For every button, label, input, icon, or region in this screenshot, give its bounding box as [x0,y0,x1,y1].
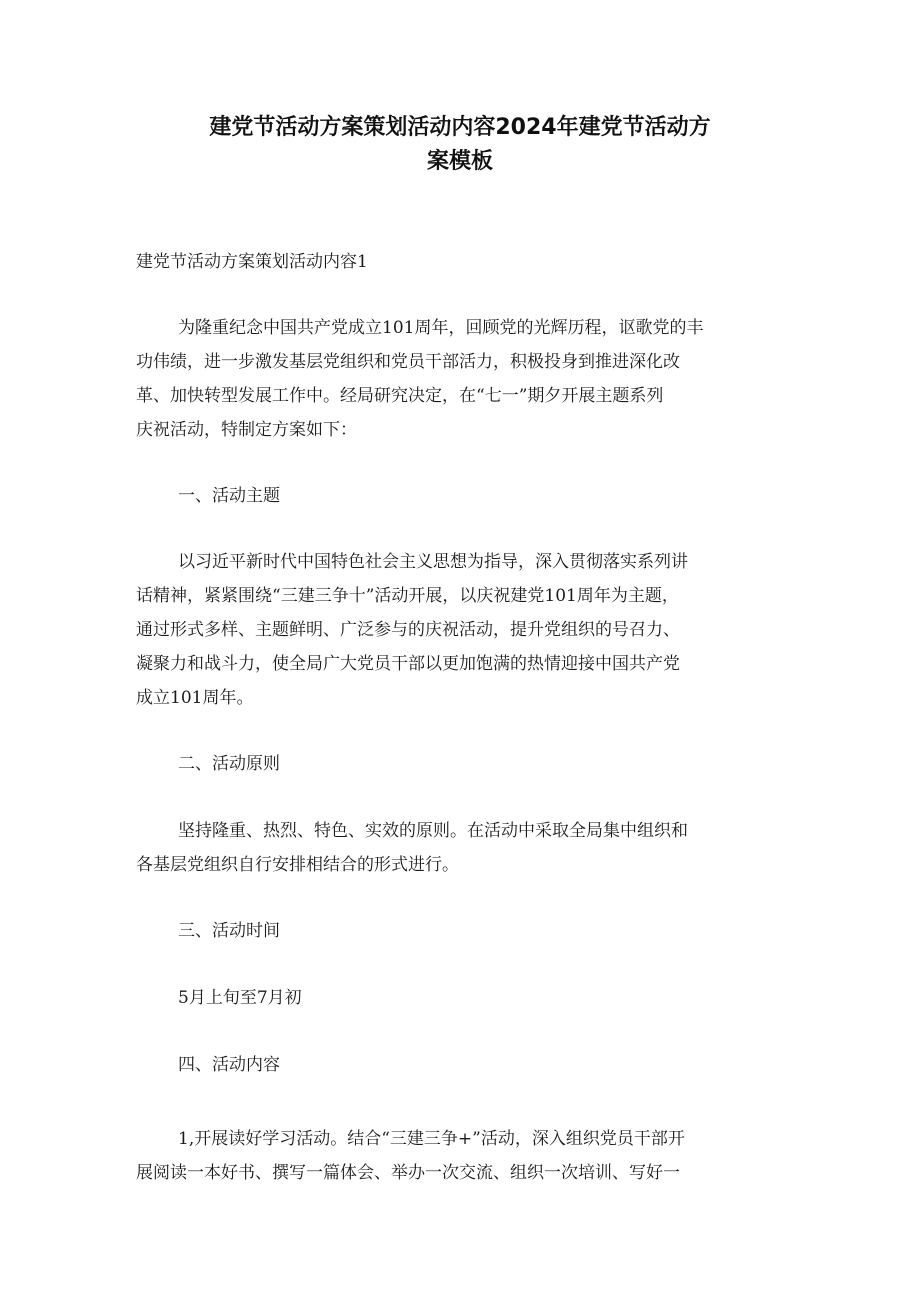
heading-theme: 一、活动主题 [178,486,280,506]
heading-time: 三、活动时间 [178,921,280,941]
heading-principle: 二、活动原则 [178,754,280,774]
intro-line: 革、加快转型发展工作中。经局研究决定，在“七一”期夕开展主题系列 [136,386,664,406]
title-line: 案模板 [426,149,493,174]
principle-line: 各基层党组织自行安排相结合的形式进行。 [136,855,459,875]
section-heading: 建党节活动方案策划活动内容1 [136,252,368,272]
heading-content: 四、活动内容 [178,1055,280,1075]
title-line: 建党节活动方案策划活动内容2024年建党节活动方 [209,115,711,140]
theme-line: 凝聚力和战斗力，使全局广大党员干部以更加饱满的热情迎接中国共产党 [136,654,680,674]
theme-line: 以习近平新时代中国特色社会主义思想为指导，深入贯彻落实系列讲 [178,552,688,572]
intro-line: 庆祝活动，特制定方案如下： [136,420,357,440]
intro-line: 为隆重纪念中国共产党成立101周年，回顾党的光辉历程，讴歌党的丰 [178,318,704,338]
content-paragraph [136,1122,786,1190]
intro-paragraph [136,311,786,447]
theme-line: 话精神，紧紧围绕“三建三争十”活动开展，以庆祝建党101周年为主题， [136,586,679,606]
intro-line: 功伟绩，进一步激发基层党组织和党员干部活力，积极投身到推进深化改 [136,352,680,372]
theme-paragraph [136,545,786,715]
theme-line: 通过形式多样、主题鲜明、广泛参与的庆祝活动，提升党组织的号召力、 [136,620,680,640]
principle-paragraph [136,814,786,882]
time-text: 5月上旬至7月初 [178,988,302,1008]
content-line: 1,开展读好学习活动。结合“三建三争+”活动，深入组织党员干部开 [178,1129,685,1149]
theme-line: 成立101周年。 [136,688,254,708]
document-title [190,111,730,179]
content-line: 展阅读一本好书、撰写一篇体会、举办一次交流、组织一次培训、写好一 [136,1163,680,1183]
principle-line: 坚持隆重、热烈、特色、实效的原则。在活动中采取全局集中组织和 [178,821,688,841]
